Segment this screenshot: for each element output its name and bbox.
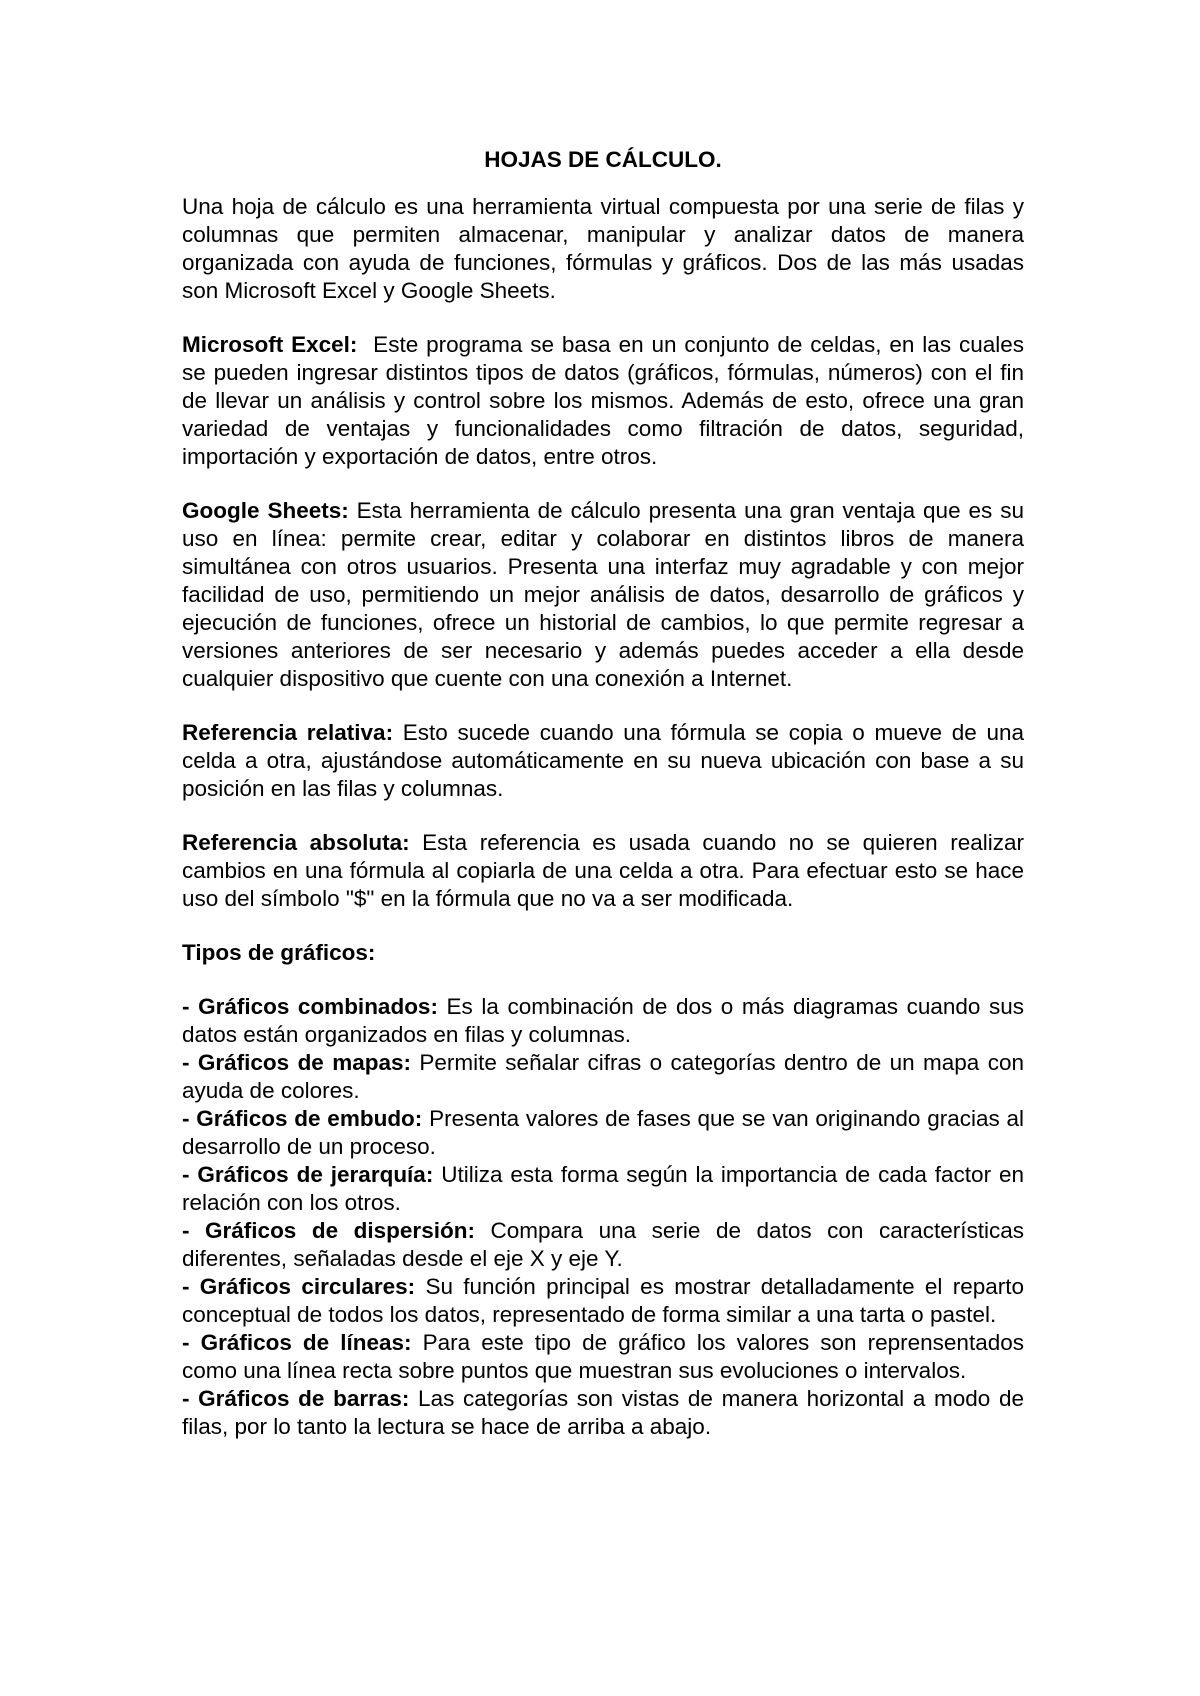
list-item-term: - Gráficos de embudo: — [182, 1106, 423, 1131]
list-item-text: Compara una serie de datos con características diferentes, señaladas desde el eje X y eje Y. — [182, 1218, 1024, 1271]
list-item-text: Su función principal es mostrar detalladamente el reparto conceptual de todos los datos, representado de forma similar a una tarta o pastel. — [182, 1274, 1024, 1327]
list-item-term: - Gráficos circulares: — [182, 1274, 416, 1299]
list-item-term: - Gráficos de dispersión: — [182, 1218, 475, 1243]
section-text: Esto sucede cuando una fórmula se copia o mueve de una celda a otra, ajustándose automáticamente en su nueva ubicación con base a su posición en las filas y columnas. — [182, 720, 1025, 801]
section-google-sheets — [182, 497, 1024, 693]
list-item — [182, 1105, 1024, 1161]
section-text: Esta herramienta de cálculo presenta una gran ventaja que es su uso en línea: permite crear, editar y colaborar en distintos libros de manera simultánea con otros usuarios. Presenta una interfaz muy agradable y con mejor facilidad de uso, permitiendo un mejor análisis de datos, desarrollo de gráficos y ejecución de funciones, ofrece un historial de cambios, lo que permite regresar a versiones anteriores de ser necesario y además puedes acceder a ella desde cualquier dispositivo que cuente con una conexión a Internet. — [182, 498, 1024, 691]
list-item — [182, 1273, 1024, 1329]
list-item — [182, 1385, 1024, 1441]
document-page — [182, 146, 1031, 1441]
list-item-text: Presenta valores de fases que se van originando gracias al desarrollo de un proceso. — [182, 1106, 1024, 1159]
list-item — [182, 993, 1024, 1049]
section-referencia-absoluta — [182, 829, 1024, 913]
list-item-text: Las categorías son vistas de manera horizontal a modo de filas, por lo tanto la lectura se hace de arriba a abajo. — [182, 1386, 1025, 1439]
list-item-term: - Gráficos combinados: — [182, 994, 438, 1019]
list-item — [182, 1329, 1024, 1385]
section-text: Este programa se basa en un conjunto de celdas, en las cuales se pueden ingresar distintos tipos de datos (gráficos, fórmulas, números) con el fin de llevar un análisis y control sobre los mismos. Además de esto, ofrece una gran variedad de ventajas y funcionalidades como filtración de datos, seguridad, importación y exportación de datos, entre otros. — [182, 332, 1031, 469]
section-text: Esta referencia es usada cuando no se quieren realizar cambios en una fórmula al copiarla de una celda a otra. Para efectuar esto se hace uso del símbolo "$" en la fórmula que no va a ser modificada. — [182, 830, 1024, 911]
list-item-term: - Gráficos de barras: — [182, 1386, 410, 1411]
list-item-term: - Gráficos de jerarquía: — [182, 1162, 434, 1187]
intro-paragraph: Una hoja de cálculo es una herramienta virtual compuesta por una serie de filas y columnas que permiten almacenar, manipular y analizar datos de manera organizada con ayuda de funciones, fórmulas y gráficos. Dos de las más usadas son Microsoft Excel y Google Sheets. — [182, 194, 1024, 303]
list-item-term: - Gráficos de mapas: — [182, 1050, 411, 1075]
list-item — [182, 1161, 1024, 1217]
list-item-text: Utiliza esta forma según la importancia de cada factor en relación con los otros. — [182, 1162, 1025, 1215]
list-item-text: Es la combinación de dos o más diagramas cuando sus datos están organizados en filas y columnas. — [182, 994, 1025, 1047]
document-title: HOJAS DE CÁLCULO. — [484, 147, 722, 172]
section-term: Google Sheets: — [182, 498, 349, 523]
list-item-text: Permite señalar cifras o categorías dentro de un mapa con ayuda de colores. — [182, 1050, 1024, 1103]
section-term: Referencia absoluta: — [182, 830, 410, 855]
chart-types-heading: Tipos de gráficos: — [182, 940, 376, 965]
chart-types-list — [182, 993, 1024, 1441]
section-term: Microsoft Excel: — [182, 332, 358, 357]
list-item — [182, 1217, 1024, 1273]
section-term: Referencia relativa: — [182, 720, 394, 745]
list-item-text: Para este tipo de gráfico los valores son reprensentados como una línea recta sobre puntos que muestran sus evoluciones o intervalos. — [182, 1330, 1024, 1383]
section-microsoft-excel — [182, 331, 1031, 471]
section-referencia-relativa — [182, 719, 1024, 803]
list-item — [182, 1049, 1024, 1105]
list-item-term: - Gráficos de líneas: — [182, 1330, 412, 1355]
